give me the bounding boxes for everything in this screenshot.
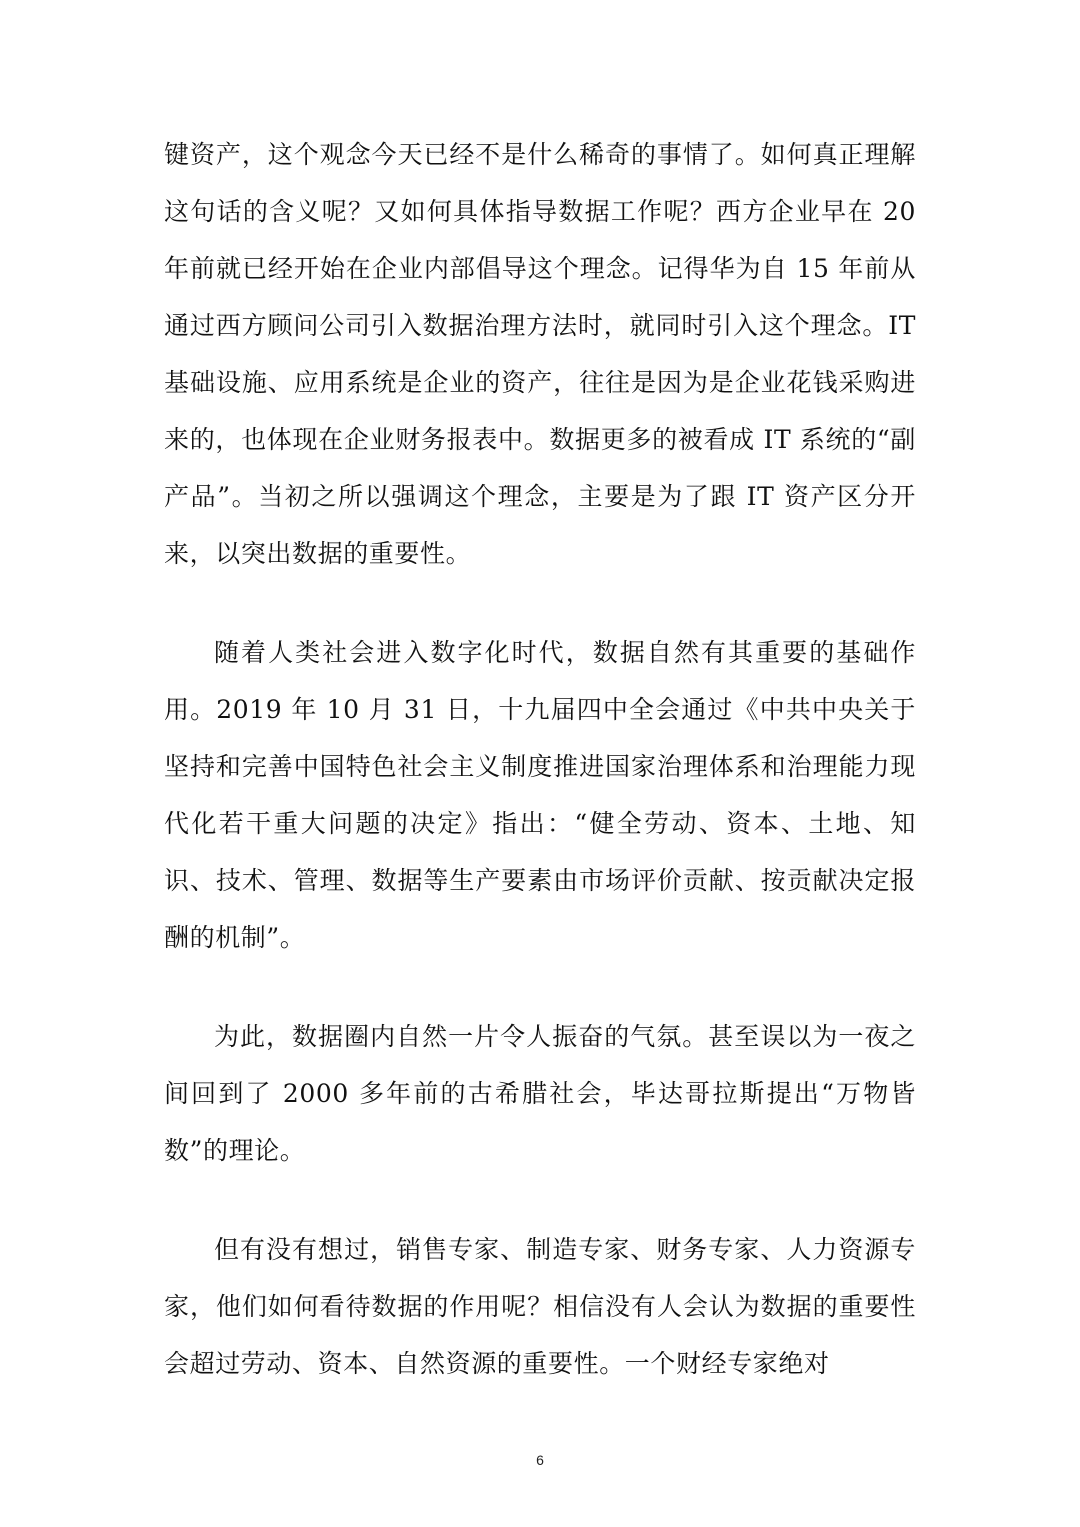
- paragraph-3: 为此，数据圈内自然一片令人振奋的气氛。甚至误以为一夜之间回到了 2000 多年前的古希腊社会，毕达哥拉斯提出“万物皆数”的理论。: [164, 1022, 916, 1165]
- paragraph-4: 但有没有想过，销售专家、制造专家、财务专家、人力资源专家，他们如何看待数据的作用呢？相信没有人会认为数据的重要性会超过劳动、资本、自然资源的重要性。一个财经专家绝对: [164, 1235, 916, 1378]
- page-number: 6: [536, 1452, 544, 1468]
- paragraph-1: 键资产，这个观念今天已经不是什么稀奇的事情了。如何真正理解这句话的含义呢？又如何具体指导数据工作呢？西方企业早在 20 年前就已经开始在企业内部倡导这个理念。记得华为自 15 年前从通过西方顾问公司引入数据治理方法时，就同时引入这个理念。IT 基础设施、应用系统是企业的资产，往往是因为是企业花钱采购进来的，也体现在企业财务报表中。数据更多的被看成 IT 系统的“副产品”。当初之所以强调这个理念，主要是为了跟 IT 资产区分开来，以突出数据的重要性。: [164, 140, 916, 568]
- body-text: [164, 126, 916, 1392]
- paragraph-2: 随着人类社会进入数字化时代，数据自然有其重要的基础作用。2019 年 10 月 31 日，十九届四中全会通过《中共中央关于坚持和完善中国特色社会主义制度推进国家治理体系和治理能力现代化若干重大问题的决定》指出：“健全劳动、资本、土地、知识、技术、管理、数据等生产要素由市场评价贡献、按贡献决定报酬的机制”。: [164, 638, 916, 952]
